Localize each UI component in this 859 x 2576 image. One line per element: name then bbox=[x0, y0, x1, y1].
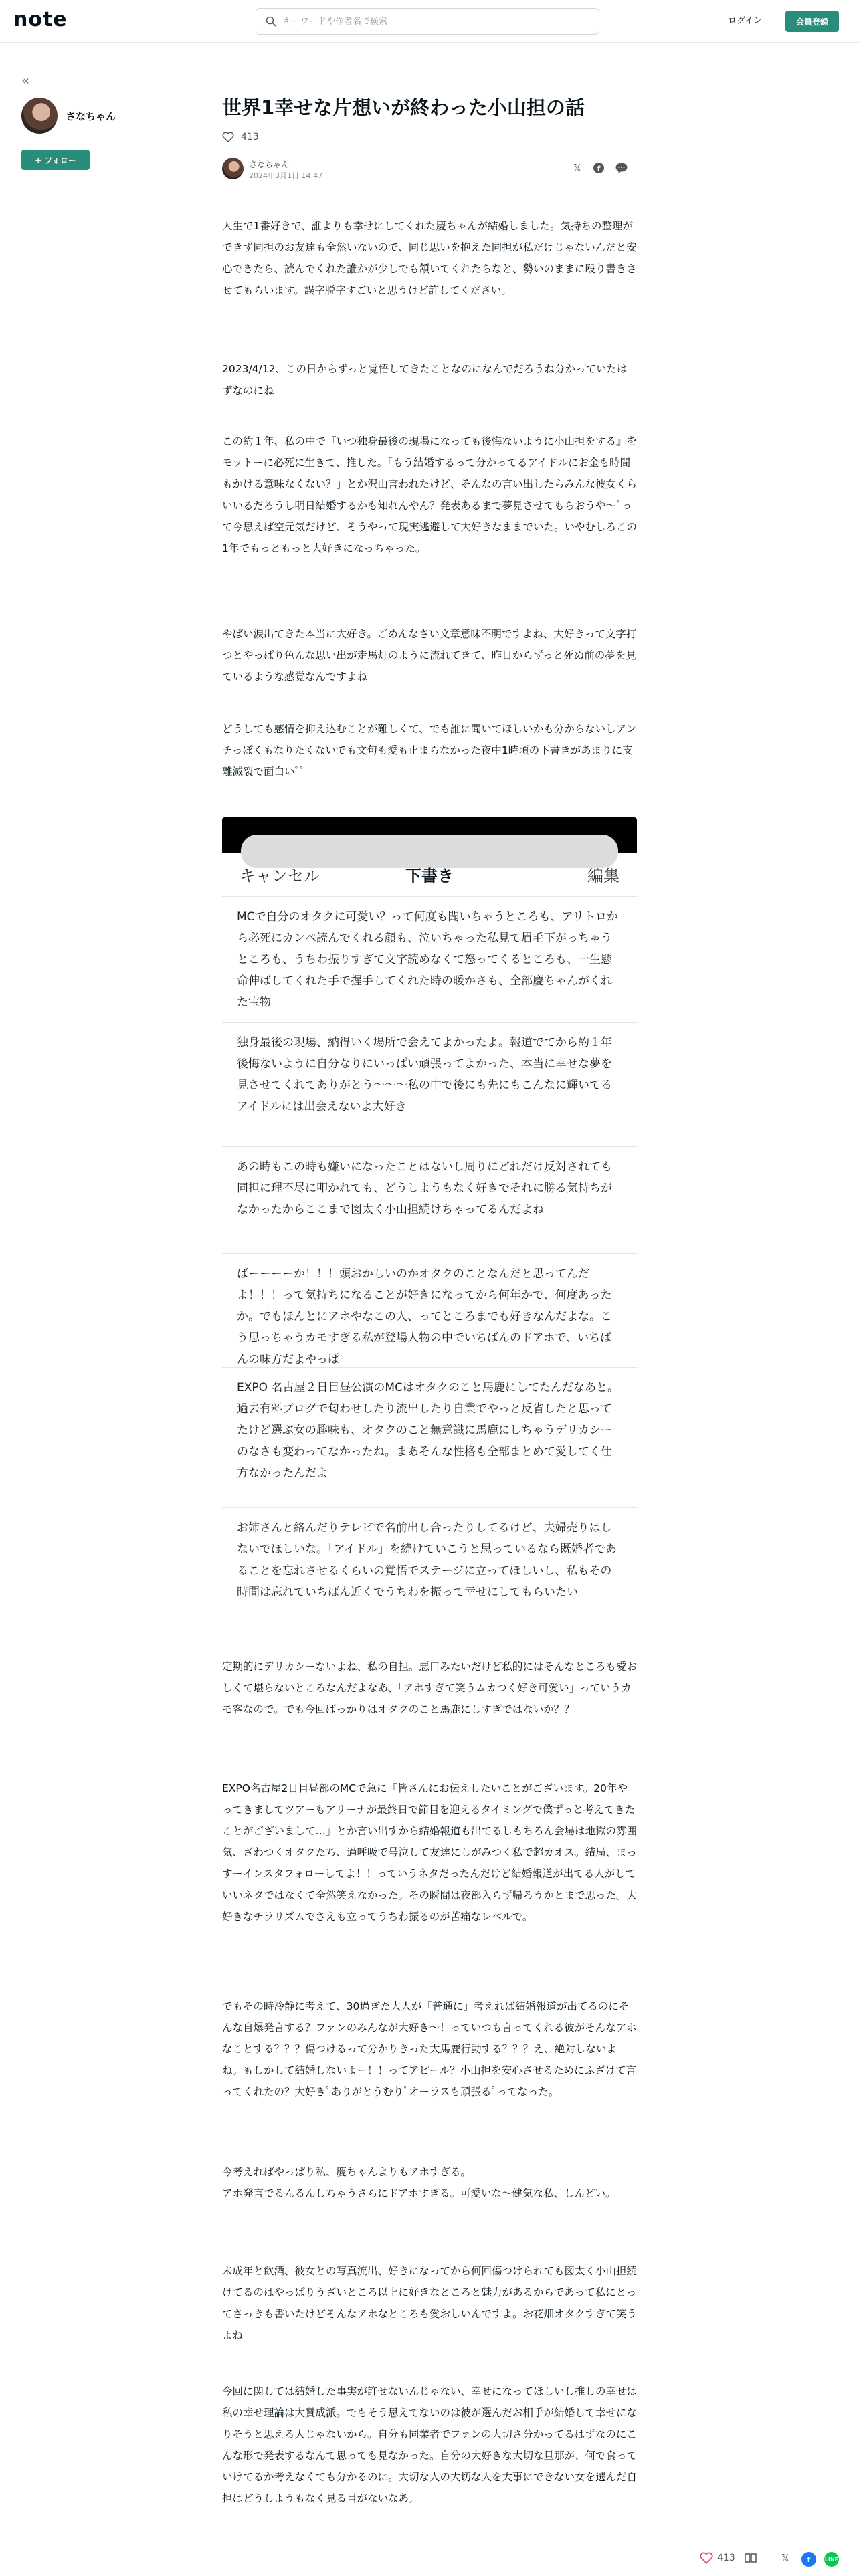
memo-cancel-label: キャンセル bbox=[240, 867, 320, 885]
memo-title: 下書き bbox=[405, 867, 454, 885]
article-paragraph: 定期的にデリカシーないよね、私の自担。悪口みたいだけど私的にはそんなところも愛おしくて堪らないところなんだよなあ、「アホすぎて笑うムカつく好き可愛い」っていうカモ客なので。でも今回ばっかりはオタクのこと馬鹿にしすぎではないか？？ bbox=[222, 1660, 637, 1715]
memo-entry: EXPO 名古屋２日目昼公演のMCはオタクのこと馬鹿にしてたんだなあと。過去有料ブログで匂わせしたり流出したり自業でやっと反省したと思ってたけど選ぶ女の趣味も、オタクのこと無意識に馬鹿にしちゃうデリカシーのなさも変わってなかったね。まあそんな性格も全部まとめて愛してく仕方なかったんだよ bbox=[222, 1367, 637, 1507]
memo-entry: 独身最後の現場、納得いく場所で会えてよかったよ。報道でてから約１年後悔ないように自分なりにいっぱい頑張ってよかった、本当に幸せな夢を見させてくれてありがとう〜〜〜私の中で後にも先にもこんなに輝いてるアイドルには出会えないよ大好き bbox=[222, 1022, 637, 1146]
bottom-action-bar bbox=[0, 2543, 859, 2576]
bottom-like-count: 413 bbox=[717, 2553, 735, 2563]
svg-text:f: f bbox=[597, 164, 601, 173]
sidebar-author-avatar[interactable] bbox=[21, 98, 58, 134]
bottom-like-button[interactable] bbox=[700, 2552, 735, 2564]
collapse-sidebar-icon[interactable]: « bbox=[21, 72, 30, 88]
heart-icon[interactable] bbox=[700, 2552, 713, 2564]
site-header bbox=[0, 0, 859, 43]
article-paragraph: 2023/4/12、この日からずっと覚悟してきたことなのになんでだろうね分かっていたはずなのにね bbox=[222, 363, 628, 397]
memo-entry: あの時もこの時も嫌いになったことはないし周りにどれだけ反対されても同担に理不尽に叩かれても、どうしようもなく好きでそれに勝る気持ちがなかったからここまで図太く小山担続けちゃってるんだよね bbox=[222, 1146, 637, 1253]
memo-edit-label: 編集 bbox=[587, 867, 619, 885]
signup-button[interactable]: 会員登録 bbox=[785, 11, 839, 32]
login-link[interactable]: ログイン bbox=[728, 16, 763, 26]
article-paragraph: どうしても感情を抑え込むことが難しくて、でも誰に聞いてほしいかも分からないしアンチっぽくもなりたくないでも文句も愛も止まらなかった夜中1時頃の下書きがあまりに支離滅裂で面白いﾟﾟ bbox=[222, 723, 637, 778]
line-icon[interactable]: LINE bbox=[824, 2552, 839, 2567]
facebook-icon[interactable]: f bbox=[801, 2552, 816, 2567]
article-paragraph: やばい涙出てきた本当に大好き。ごめんなさい文章意味不明ですよね、大好きって文字打つとやっぱり色んな思い出が走馬灯のように流れてきて、昨日からずっと死ぬ前の夢を見ているような感覚なんですよね bbox=[222, 628, 637, 683]
publish-date: 2024年3月1日 14:47 bbox=[249, 171, 323, 180]
like-area[interactable] bbox=[222, 132, 259, 142]
article-paragraph: 今回に関しては結婚した事実が許せないんじゃない、幸せになってほしいし推しの幸せは私の幸せ理論は大賛成派。でもそう思えてないのは彼が選んだお相手が結婚して幸せになりそうと思える人じゃないから。自分も同業者でファンの大切さ分かってるはずなのにこんな形で発表するなんて思っても見なかった。自分の大好きな大切な旦那が、何で食っていけてるか考えなくても分かるのに。大切な人の大切な人を大事にできない女を選んだ自担はどうしようもなく見る目がないなあ。 bbox=[222, 2385, 638, 2504]
x-icon[interactable]: 𝕏 bbox=[573, 162, 582, 174]
search-box[interactable] bbox=[256, 8, 599, 35]
article-paragraph: この約１年、私の中で『いつ独身最後の現場になっても後悔ないように小山担をする』をモットーに必死に生きて、推した。「もう結婚するって分かってるアイドルにお金も時間もかける意味なくない？」とか沢山言われたけど、そんなの言い出したらみんな彼女くらいいるだろうし明日結婚するかも知れんやん？発表あるまで夢見させてもらおうや〜ﾟって今思えば空元気だけど、そうやって現実逃避して大好きなままでいた。いやむしろこの1年でもっともっと大好きになっちゃった。 bbox=[222, 435, 638, 554]
article-paragraph: 未成年と飲酒、彼女との写真流出、好きになってから何回傷つけられても図太く小山担続けてるのはやっぱりうざいところ以上に好きなところと魅力があるからであって私にとってさっきも書いたけどそんなアホなところも愛おしいんですよ。お花畑オタクすぎて笑うよね bbox=[222, 2265, 638, 2341]
x-icon[interactable]: 𝕏 bbox=[781, 2552, 790, 2564]
note-logo[interactable]: note bbox=[13, 8, 68, 31]
search-icon bbox=[266, 16, 276, 27]
author-name[interactable]: さなちゃん bbox=[249, 160, 290, 169]
facebook-icon[interactable] bbox=[591, 160, 606, 175]
magazine-icon[interactable] bbox=[744, 2552, 757, 2564]
memo-entry: ばーーーーか！！！頭おかしいのかオタクのことなんだと思ってんだよ！！！って気持ちになることが好きになってから何年かで、何度あったか。でもほんとにアホやなこの人、ってところまでも好きなんだよな。こう思っちゃうカモすぎる私が登場人物の中でいちばんのドアホで、いちばんの味方だよやっぱ bbox=[222, 1253, 637, 1367]
article-paragraph: 今考えればやっぱり私、慶ちゃんよりもアホすぎる。 アホ発言でるんるんしちゃうさらにドアホすぎる。可愛いな〜健気な私、しんどい。 bbox=[222, 2166, 616, 2199]
heart-icon[interactable] bbox=[222, 132, 234, 142]
follow-button[interactable]: + フォロー bbox=[21, 150, 90, 170]
memo-entry: MCで自分のオタクに可愛い？って何度も聞いちゃうところも、アリトロから必死にカンペ読んでくれる顔も、泣いちゃった私見て眉毛下がっちゃうところも、うちわ振りすぎて文字読めなくて怒ってくるところも、一生懸命伸ばしてくれた手で握手してくれた時の暖かさも、全部慶ちゃんがくれた宝物 bbox=[222, 896, 637, 1022]
article-title: 世界1幸せな片想いが終わった小山担の話 bbox=[222, 96, 585, 119]
comment-icon[interactable] bbox=[614, 160, 629, 175]
article-paragraph: でもその時冷静に考えて、30過ぎた大人が「普通に」考えれば結婚報道が出てるのにそんな自爆発言する？ファンのみんなが大好き〜！っていつも言ってくれる彼がそんなアホなことする？？？傷つけるって分かりきった大馬鹿行動する？？？え、絶対しないよね。もしかして結婚しないよー！！ってアピール？小山担を安心させるためにふざけて言ってくれたの？大好きﾟありがとうむりﾟオーラスも頑張るﾟってなった。 bbox=[222, 2000, 637, 2098]
memo-entry: お姉さんと絡んだりテレビで名前出し合ったりしてるけど、夫婦売りはしないでほしいな。「アイドル」を続けていこうと思っているなら既婚者であることを忘れさせるくらいの覚悟でステージに立ってほしいし、私もその時間は忘れていちばん近くでうちわを振って幸せにしてもらいたい bbox=[222, 1507, 637, 1633]
search-input[interactable] bbox=[283, 17, 577, 27]
article-paragraph: EXPO名古屋2日目昼部のMCで急に「皆さんにお伝えしたいことがございます。20年やってきましてツアーもアリーナが最終日で節目を迎えるタイミングで僕ずっと考えてきたことがございまして…」とか言い出すから結婚報道も出てるしもちろん会場は地獄の雰囲気、ざわつくオタクたち、過呼吸で号泣して友達にしがみつく私で超カオス。結局、まっすーインスタフォローしてよ！！っていうネタだったんだけど結婚報道が出てる人がしていいネタではなくて全然笑えなかった。その瞬間は夜部入らず帰ろうかとまで思った。大好きなチラリズムでさえも立ってうちわ振るのが苦痛なレベルで。 bbox=[222, 1782, 638, 1923]
memo-screenshot bbox=[222, 817, 637, 1633]
author-avatar[interactable] bbox=[222, 158, 244, 179]
sidebar-author-name[interactable]: さなちゃん bbox=[66, 110, 116, 122]
article-paragraph: 人生で1番好きで、誰よりも幸せにしてくれた慶ちゃんが結婚しました。気持ちの整理ができず同担のお友達も全然いないので、同じ思いを抱えた同担が私だけじゃないんだと安心できたら、読んでくれた誰かが少しでも頷いてくれたらなと、勢いのままに殴り書きさせてもらいます。誤字脱字すごいと思うけど許してください。 bbox=[222, 220, 638, 296]
like-count: 413 bbox=[241, 132, 259, 142]
